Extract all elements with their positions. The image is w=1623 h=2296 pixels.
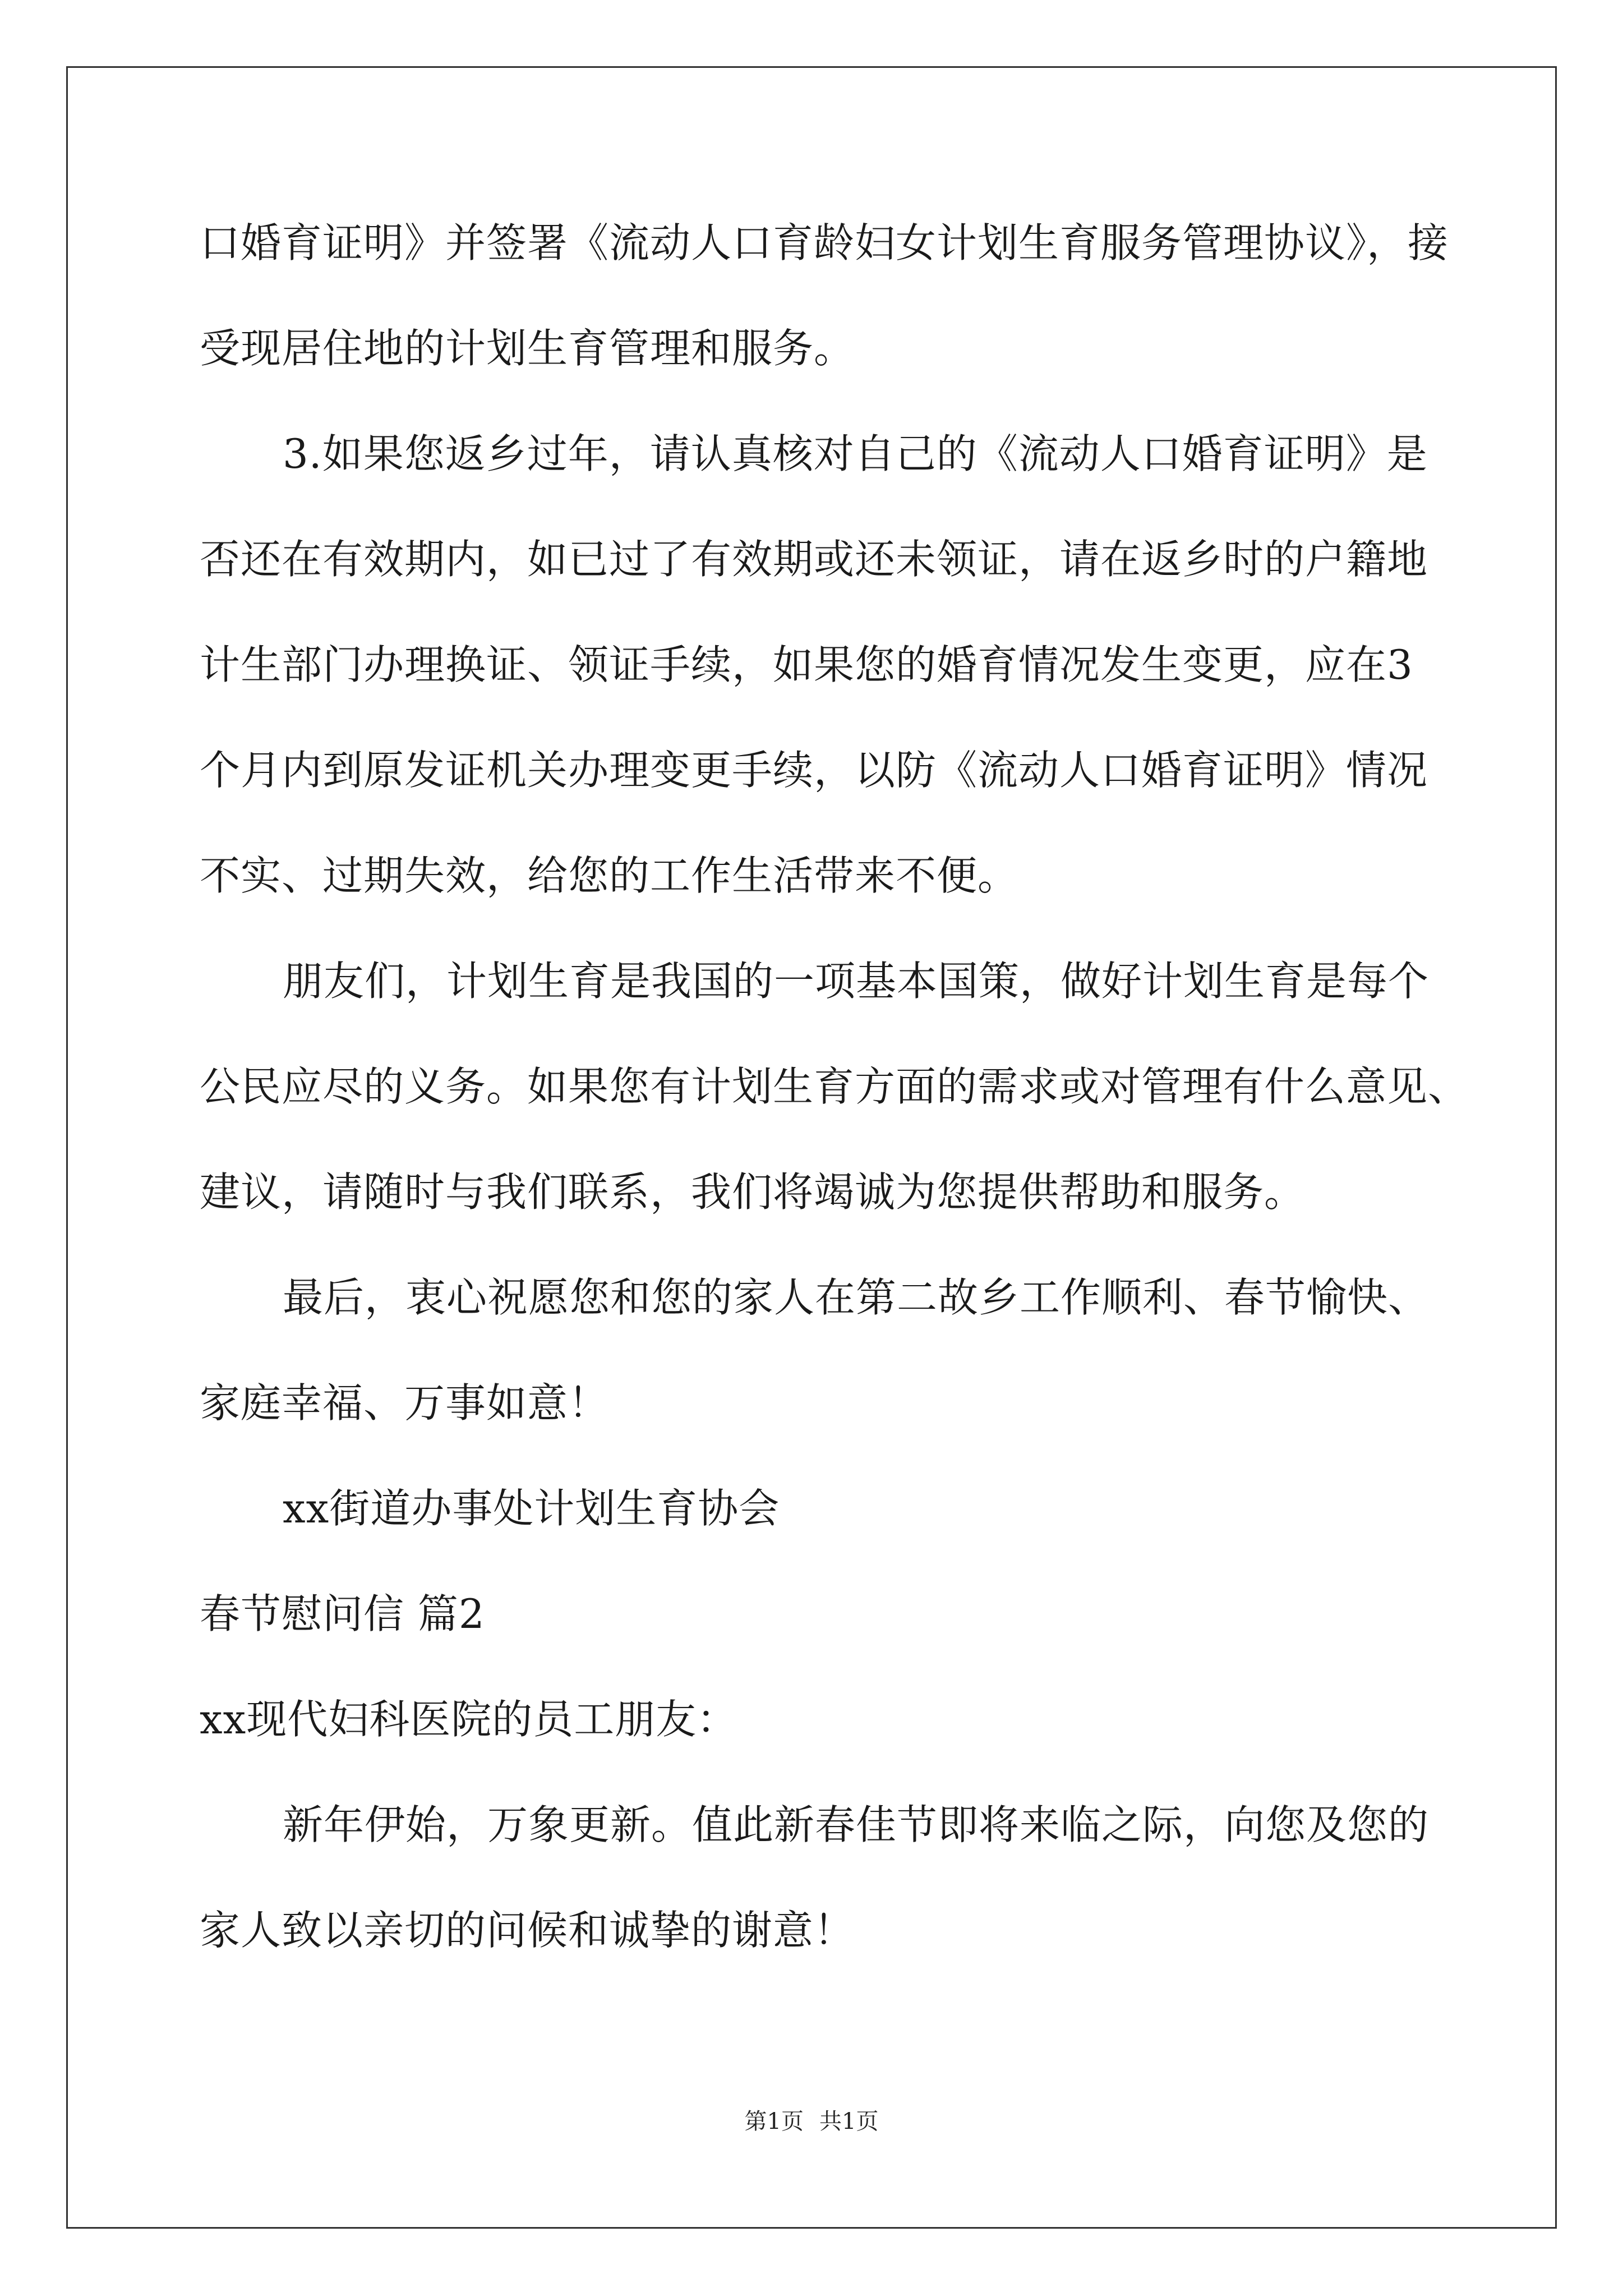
text-line-1: 口婚育证明》并签署《流动人口育龄妇女计划生育服务管理协议》，接 [200, 219, 1449, 266]
text-line-8: 朋友们，计划生育是我国的一项基本国策，做好计划生育是每个 [283, 958, 1430, 1005]
text-line-3: 3.如果您返乡过年，请认真核对自己的《流动人口婚育证明》是 [283, 430, 1428, 477]
text-line-5: 计生部门办理换证、领证手续，如果您的婚育情况发生变更，应在3 [200, 641, 1413, 688]
text-line-17: 家人致以亲切的问候和诚挚的谢意！ [200, 1907, 855, 1954]
text-line-10: 建议，请随时与我们联系，我们将竭诚为您提供帮助和服务。 [200, 1168, 1306, 1216]
text-line-9: 公民应尽的义务。如果您有计划生育方面的需求或对管理有什么意见、 [200, 1063, 1469, 1110]
section-heading: 春节慰问信 篇2 [200, 1590, 485, 1637]
text-line-11: 最后，衷心祝愿您和您的家人在第二故乡工作顺利、春节愉快、 [283, 1274, 1430, 1321]
page-total: 共1页 [819, 2109, 879, 2134]
text-line-16: 新年伊始，万象更新。值此新春佳节即将来临之际，向您及您的 [283, 1801, 1430, 1848]
salutation-line: xx现代妇科医院的员工朋友： [200, 1696, 738, 1743]
page-footer [0, 2107, 1623, 2136]
text-line-12: 家庭幸福、万事如意！ [200, 1379, 610, 1427]
text-line-7: 不实、过期失效，给您的工作生活带来不便。 [200, 852, 1019, 899]
text-line-4: 否还在有效期内，如已过了有效期或还未领证，请在返乡时的户籍地 [200, 536, 1428, 583]
signature-line: xx街道办事处计划生育协会 [283, 1485, 780, 1532]
text-line-2: 受现居住地的计划生育管理和服务。 [200, 325, 855, 372]
text-line-6: 个月内到原发证机关办理变更手续，以防《流动人口婚育证明》情况 [200, 747, 1428, 794]
page-number: 第1页 [744, 2109, 804, 2134]
